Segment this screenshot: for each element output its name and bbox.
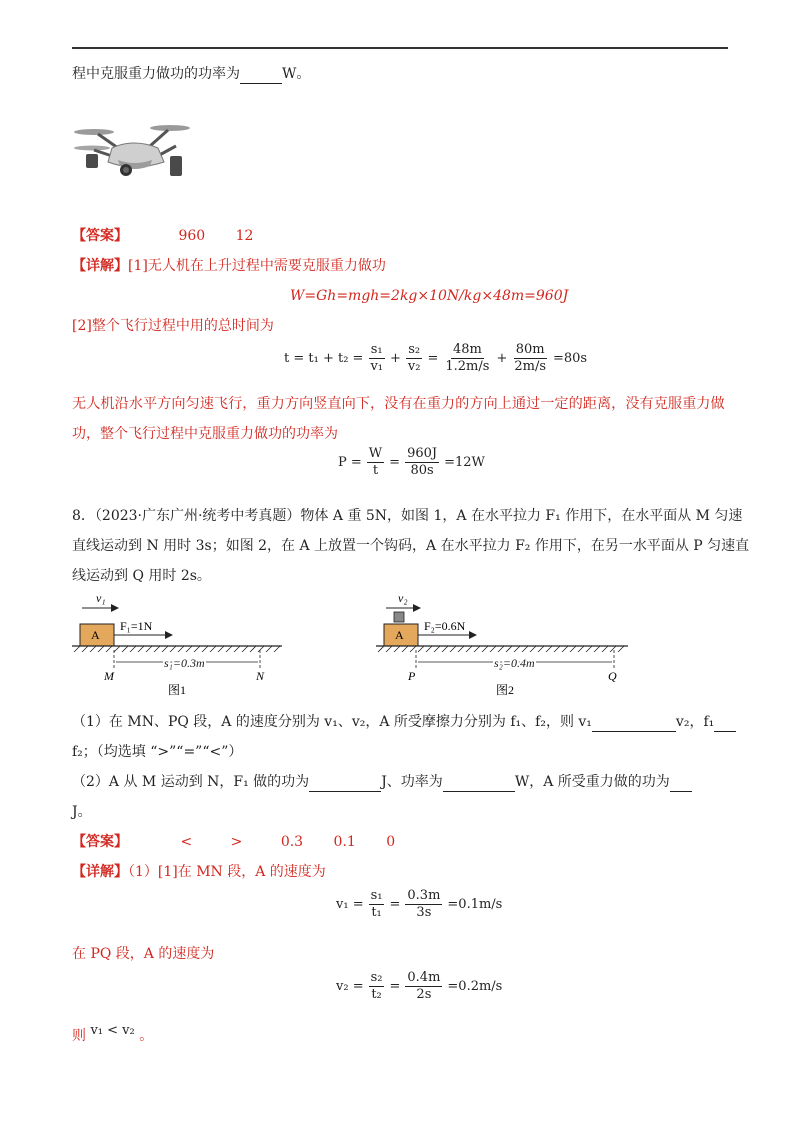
fig1-force-label: F₁=1N [120, 619, 153, 633]
q8-eq-v2-frac1 [369, 970, 385, 1003]
q7-tail-text: 程中克服重力做功的功率为 [72, 66, 240, 82]
q8-part2-text-a: （2）A 从 M 运动到 N，F₁ 做的功为 [72, 774, 310, 790]
equals-sign: = [389, 455, 401, 470]
q7-tail-line [72, 64, 310, 84]
q8-work-blank[interactable] [309, 775, 381, 792]
frac-num: s₂ [408, 342, 421, 357]
q8-answer-line [72, 832, 421, 852]
q7-detail-3a: 无人机沿水平方向匀速飞行，重力方向竖直向下，没有在重力的方向上通过一定的距离，没有克服重力做 [72, 396, 725, 412]
fig2-caption: 图2 [496, 683, 515, 697]
frac-den: t [372, 463, 379, 478]
frac-den: v₂ [407, 359, 421, 374]
q8-detail-1 [72, 862, 326, 882]
q7-eq-power-frac1 [367, 446, 384, 479]
frac-num: 80m [515, 342, 545, 357]
q8-answer-5: 0 [386, 834, 396, 850]
plus-sign: + [390, 351, 401, 366]
fig1-start-label: M [104, 669, 114, 683]
fig1-hatching [74, 646, 280, 652]
fig2-hook-weight [394, 612, 404, 622]
q8-eq-v2 [336, 970, 502, 1003]
q7-detail-1 [72, 256, 386, 276]
q7-eq-time-lhs: t = t₁ + t₂ = [284, 351, 364, 366]
q8-part1-text-a: （1）在 MN、PQ 段，A 的速度分别为 v₁、v₂，A 所受摩擦力分别为 f₁、f₂，则 v₁ [72, 714, 592, 730]
q8-detail-3-relation: v₁ < v₂ [90, 1023, 135, 1038]
q8-part1-line2: f₂；（均选填 “>”“=”“<”） [72, 744, 243, 760]
q8-eq-v1-lhs: v₁ = [336, 897, 364, 912]
q8-answer-3: 0.3 [280, 834, 304, 850]
q8-detail-3-prefix: 则 [72, 1028, 86, 1044]
frac-num: 0.4m [407, 970, 441, 985]
fig1-end-label: N [256, 669, 265, 683]
fig1-distance-label: s₁=0.3m [164, 656, 205, 670]
q8-eq-v1-result: =0.1m/s [447, 897, 503, 912]
q7-answer-label: 【答案】 [72, 228, 128, 244]
q8-eq-v1 [336, 888, 502, 921]
frac-den: 1.2m/s [445, 359, 490, 374]
q7-eq-work: W=Gh=mgh=2kg×10N/kg×48m=960J [290, 288, 569, 304]
frac-num: s₂ [370, 970, 383, 985]
q8-detail-label: 【详解】 [72, 864, 128, 880]
q8-part2-text-b: J、功率为 [381, 774, 443, 790]
fig1-velocity-label: v₁ [96, 591, 106, 605]
q7-eq-power-frac2 [405, 446, 439, 479]
q7-answer-1: 960 [178, 228, 206, 244]
fig2-velocity-label: v₂ [398, 591, 408, 605]
q8-eq-v2-lhs: v₂ = [336, 979, 364, 994]
frac-den: t₁ [371, 905, 382, 920]
frac-den: 3s [416, 905, 432, 920]
frac-den: 80s [410, 463, 434, 478]
figure-1 [72, 588, 292, 698]
q8-stem-2: 直线运动到 N 用时 3s；如图 2，在 A 上放置一个钩码，A 在水平拉力 F₂ 作用下，在另一水平面从 P 匀速直 [72, 538, 750, 554]
q7-answer-2: 12 [235, 228, 254, 244]
frac-num: 0.3m [407, 888, 441, 903]
q8-gravity-work-blank[interactable] [670, 775, 692, 792]
q8-detail-1-text: （1）[1]在 MN 段，A 的速度为 [128, 864, 326, 880]
q7-tail-unit: W。 [282, 66, 311, 82]
header-rule [72, 47, 728, 49]
q7-power-blank[interactable] [240, 67, 282, 84]
figure-2 [376, 588, 636, 698]
q8-part1-line1 [72, 712, 736, 732]
q8-answer-label: 【答案】 [72, 834, 128, 850]
q8-part1-text-b: v₂，f₁ [675, 714, 715, 730]
q8-stem-3: 线运动到 Q 用时 2s。 [72, 568, 211, 584]
frac-den: v₁ [370, 359, 383, 374]
fig2-block-label: A [395, 628, 404, 642]
q8-eq-v2-frac2 [405, 970, 442, 1003]
q7-eq-time [284, 342, 587, 375]
q8-stem-1: 8．（2023·广东广州·统考中考真题）物体 A 重 5N，如图 1，A 在水平拉力 F₁ 作用下，在水平面从 M 匀速 [72, 508, 743, 524]
q8-answer-4: 0.1 [333, 834, 356, 850]
q7-detail-2: [2]整个飞行过程中用的总时间为 [72, 318, 274, 334]
q8-f-compare-blank[interactable] [714, 715, 736, 732]
q7-eq-power [338, 446, 485, 479]
q7-detail-1-text: [1]无人机在上升过程中需要克服重力做功 [128, 258, 386, 274]
q8-eq-v2-result: =0.2m/s [447, 979, 503, 994]
q8-detail-3-suffix: 。 [139, 1028, 154, 1044]
q7-eq-power-lhs: P = [338, 455, 362, 470]
fig2-distance-label: s₂=0.4m [494, 656, 535, 670]
frac-num: W [368, 446, 383, 461]
q7-detail-label: 【详解】 [72, 258, 128, 274]
fig2-end-label: Q [608, 669, 617, 683]
frac-num: s₁ [370, 888, 383, 903]
q8-v-compare-blank[interactable] [592, 715, 676, 732]
q8-part2-text-c: W，A 所受重力做的功为 [514, 774, 670, 790]
fig2-force-label: F₂=0.6N [424, 619, 466, 633]
frac-den: t₂ [371, 987, 382, 1002]
q7-eq-power-result: =12W [444, 455, 485, 470]
equals-sign: = [389, 979, 401, 994]
q7-eq-time-frac2 [406, 342, 423, 375]
frac-den: 2s [416, 987, 432, 1002]
q7-answer-line [72, 226, 279, 246]
plus-sign: + [496, 351, 508, 366]
equals-sign: = [389, 897, 401, 912]
drone-image [72, 118, 198, 192]
frac-den: 2m/s [514, 359, 546, 374]
q7-eq-time-frac4 [512, 342, 548, 375]
q7-eq-time-frac1 [368, 342, 385, 375]
q8-power-blank[interactable] [443, 775, 515, 792]
frac-num: 48m [452, 342, 482, 357]
q8-answer-2: > [230, 834, 243, 850]
fig1-caption: 图1 [168, 683, 187, 697]
frac-num: s₁ [370, 342, 383, 357]
fig2-start-label: P [408, 669, 416, 683]
equals-sign: = [427, 351, 439, 366]
q8-detail-3 [72, 1023, 154, 1047]
q7-eq-time-result: =80s [553, 351, 588, 366]
q8-answer-1: < [180, 834, 193, 850]
q7-eq-time-frac3 [443, 342, 491, 375]
q8-eq-v1-frac2 [405, 888, 442, 921]
frac-num: 960J [407, 446, 438, 461]
fig2-hatching [378, 646, 624, 652]
q8-detail-2: 在 PQ 段，A 的速度为 [72, 946, 215, 962]
fig1-block-label: A [91, 628, 100, 642]
q8-part2-line1 [72, 772, 692, 792]
q8-eq-v1-frac1 [369, 888, 385, 921]
q7-detail-3b: 功，整个飞行过程中克服重力做功的功率为 [72, 426, 338, 442]
q8-part2-line2: J。 [72, 804, 92, 820]
